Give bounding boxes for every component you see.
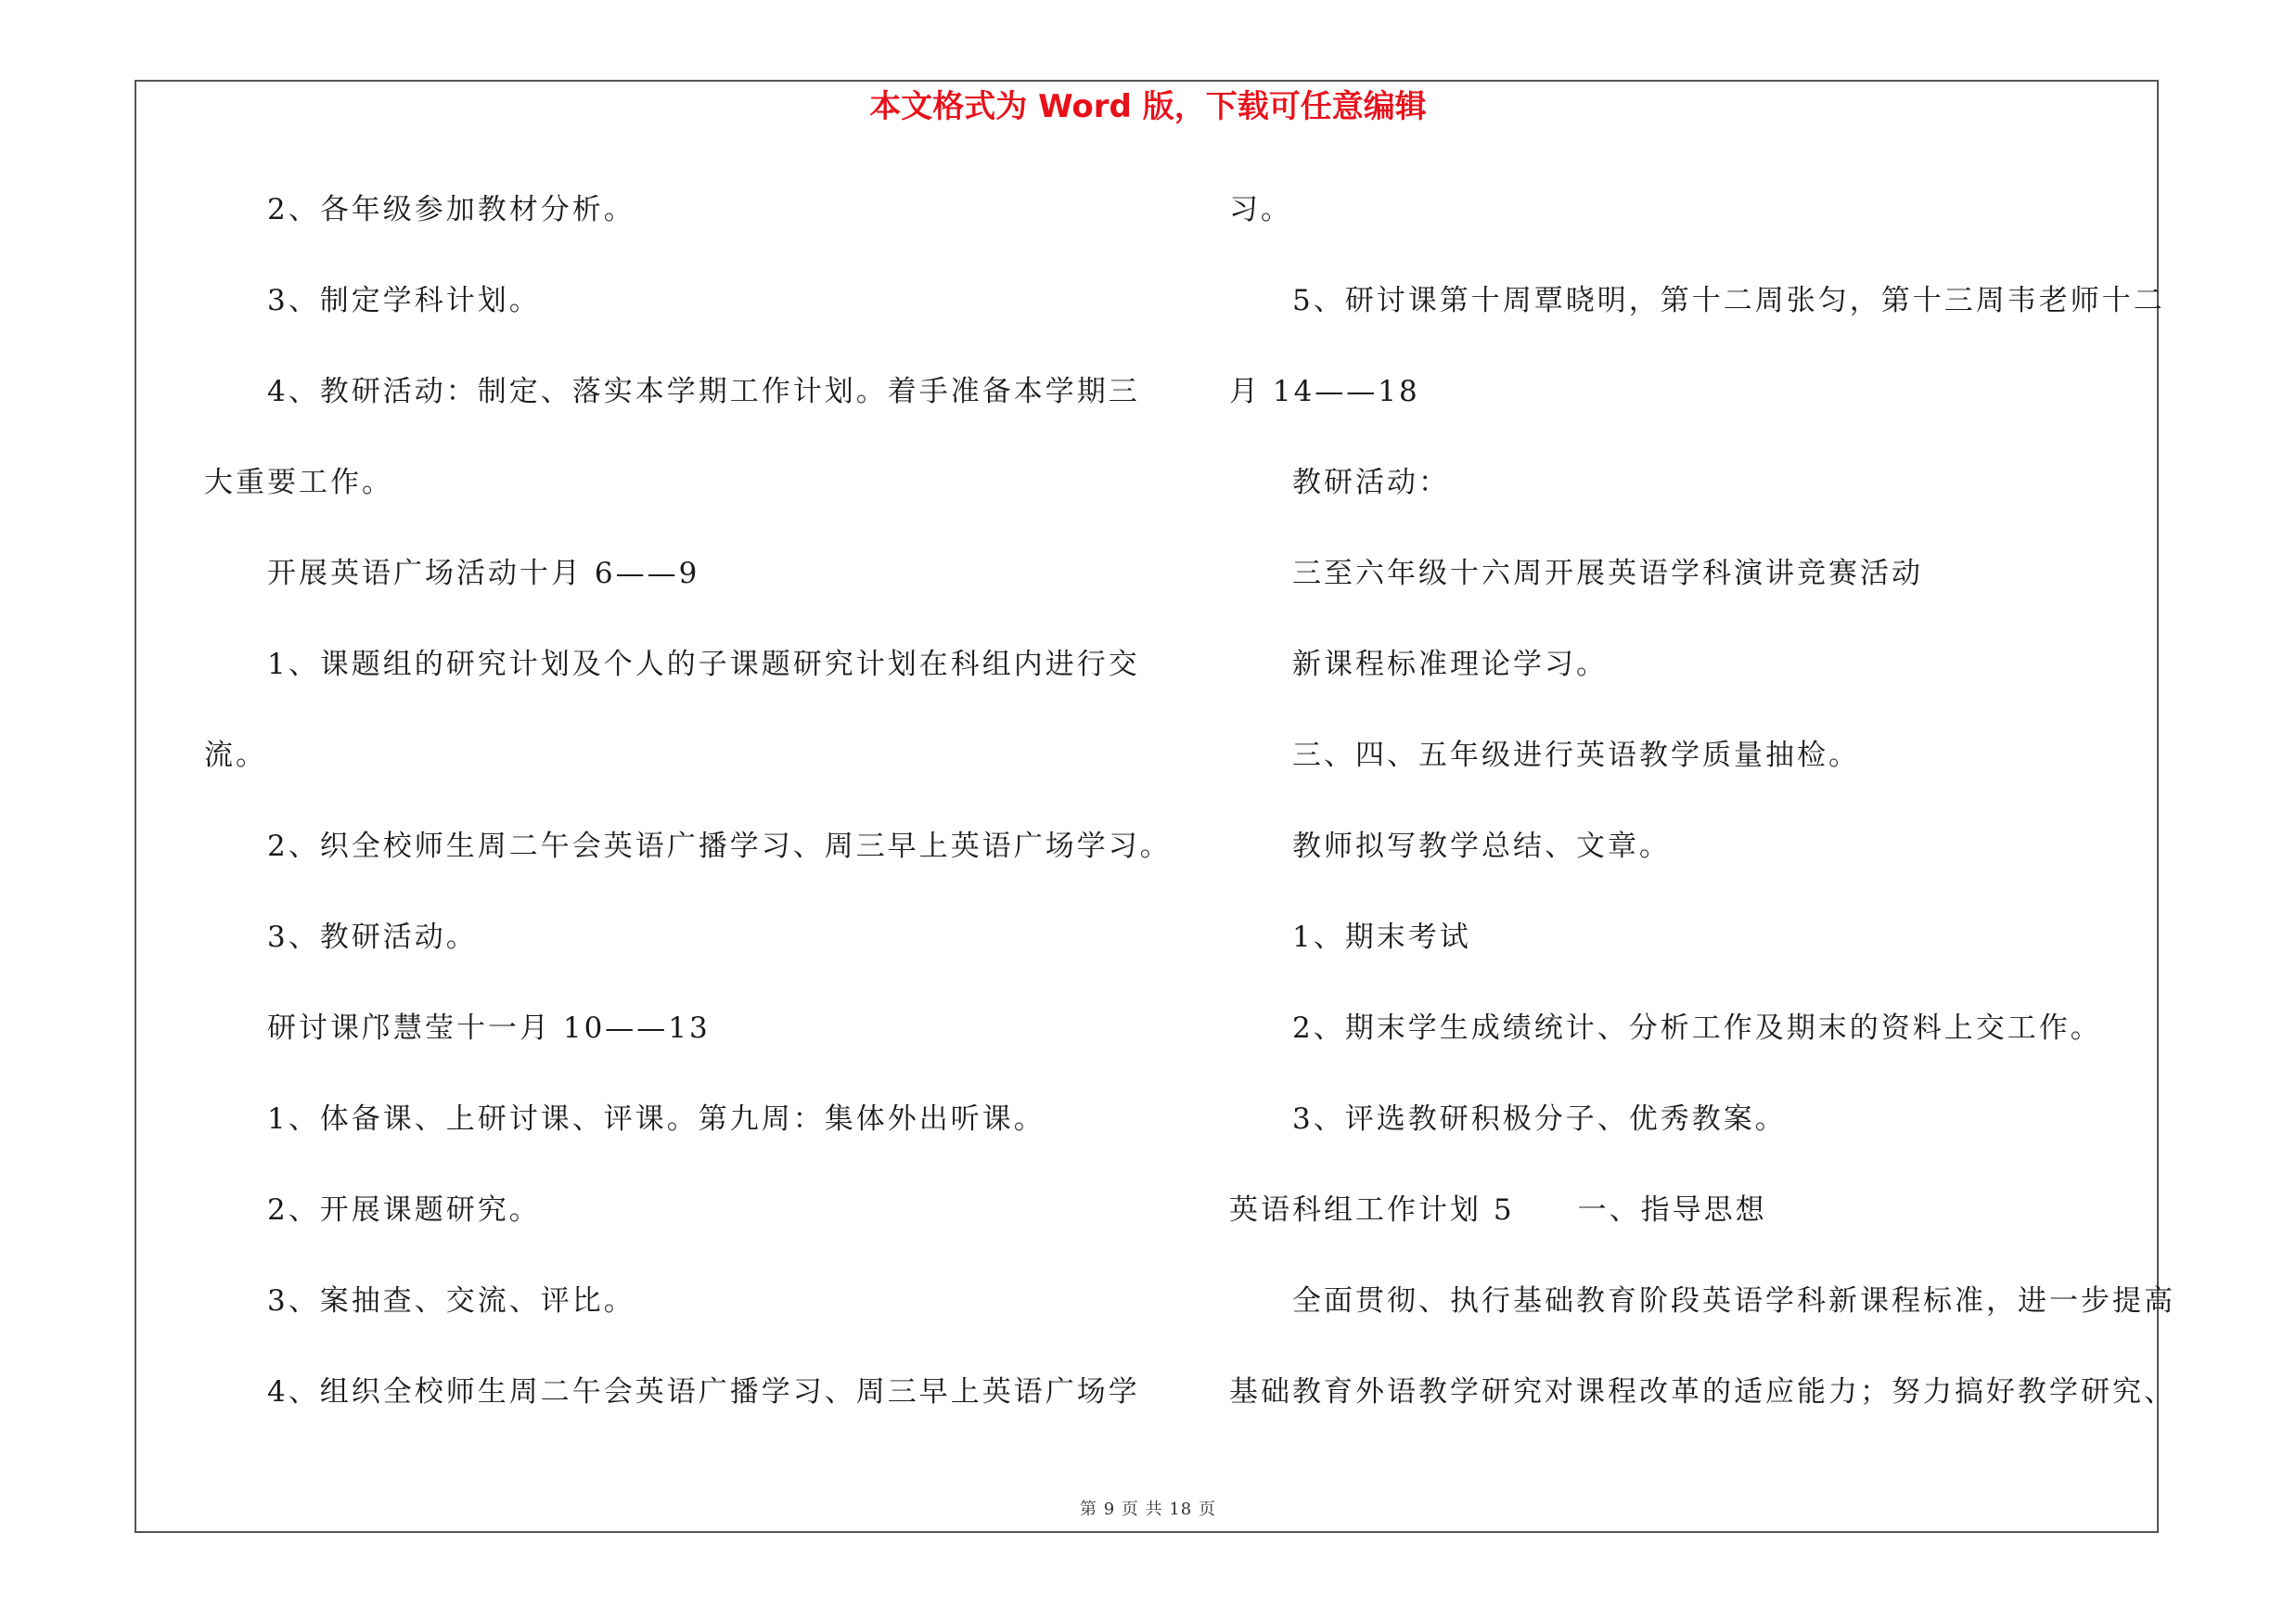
- text-line: 流。: [204, 739, 267, 772]
- text-line: 教研活动：: [1292, 466, 1450, 499]
- page-number-footer: 第 9 页 共 18 页: [1080, 1500, 1216, 1519]
- text-line: 4、组织全校师生周二午会英语广播学习、周三早上英语广场学: [267, 1375, 1140, 1409]
- text-line: 3、案抽查、交流、评比。: [267, 1284, 635, 1318]
- text-line: 4、教研活动：制定、落实本学期工作计划。着手准备本学期三: [267, 375, 1140, 408]
- text-line: 月 14——18: [1229, 375, 1420, 408]
- text-line: 3、评选教研积极分子、优秀教案。: [1292, 1102, 1787, 1136]
- text-line: 2、织全校师生周二午会英语广播学习、周三早上英语广场学习。: [267, 830, 1172, 863]
- text-line: 1、体备课、上研讨课、评课。第九周：集体外出听课。: [267, 1102, 1045, 1136]
- text-line: 开展英语广场活动十月 6——9: [267, 557, 700, 590]
- text-line: 研讨课邝慧莹十一月 10——13: [267, 1011, 711, 1045]
- text-line: 2、期末学生成绩统计、分析工作及期末的资料上交工作。: [1292, 1011, 2102, 1045]
- text-line: 2、开展课题研究。: [267, 1193, 541, 1227]
- text-line: 全面贯彻、执行基础教育阶段英语学科新课程标准，进一步提高: [1292, 1284, 2175, 1318]
- text-line: 1、课题组的研究计划及个人的子课题研究计划在科组内进行交: [267, 648, 1140, 681]
- text-line: 习。: [1229, 193, 1292, 226]
- text-line: 大重要工作。: [204, 466, 393, 499]
- text-line: 教师拟写教学总结、文章。: [1292, 830, 1671, 863]
- text-line: 三、四、五年级进行英语教学质量抽检。: [1292, 739, 1860, 772]
- section-heading: 英语科组工作计划 5 一、指导思想: [1229, 1193, 1767, 1227]
- text-line: 三至六年级十六周开展英语学科演讲竞赛活动: [1292, 557, 1923, 590]
- text-line: 3、教研活动。: [267, 921, 478, 954]
- text-line: 3、制定学科计划。: [267, 284, 541, 317]
- text-line: 新课程标准理论学习。: [1292, 648, 1608, 681]
- format-banner: 本文格式为 Word 版，下载可任意编辑: [869, 88, 1427, 125]
- text-line: 1、期末考试: [1292, 921, 1471, 954]
- text-line: 基础教育外语教学研究对课程改革的适应能力；努力搞好教学研究、: [1229, 1375, 2175, 1409]
- text-line: 5、研讨课第十周覃晓明，第十二周张匀，第十三周韦老师十二: [1292, 284, 2165, 317]
- text-line: 2、各年级参加教材分析。: [267, 193, 635, 226]
